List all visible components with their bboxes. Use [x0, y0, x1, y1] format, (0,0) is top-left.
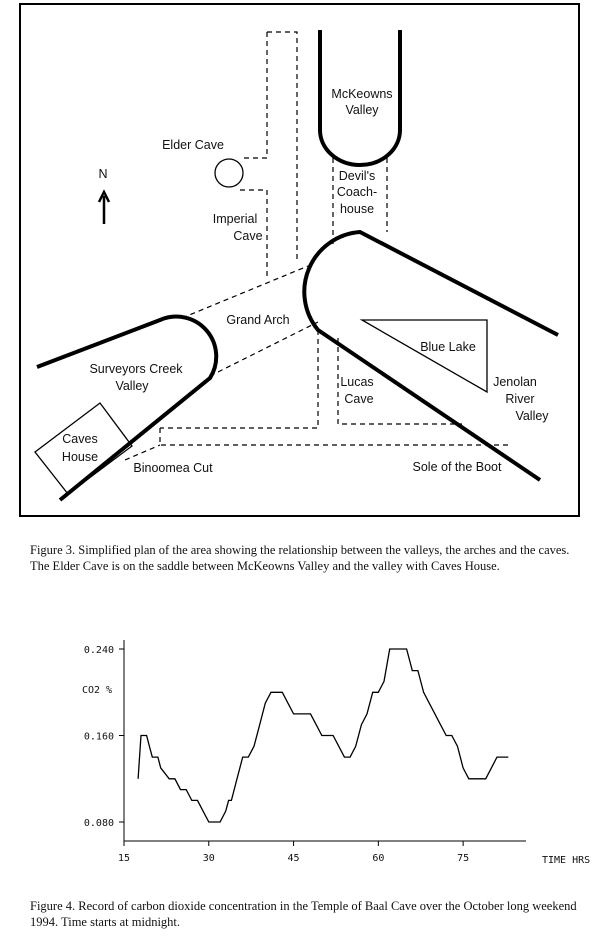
label-caves-house-2: House — [61, 450, 99, 464]
figure-4-caption: Figure 4. Record of carbon dioxide concentration in the Temple of Baal Cave over the October long weekend 1994. Time starts at midnight. — [30, 899, 577, 929]
label-jenolan-3: Valley — [515, 409, 549, 423]
label-surveyors-2: Valley — [115, 379, 149, 393]
label-mckeowns-2: Valley — [345, 103, 379, 117]
label-grand-arch: Grand Arch — [226, 313, 290, 327]
lucas-cave-passage — [160, 330, 462, 428]
blue-lake-shape — [362, 320, 487, 392]
y-tick-label: 0.080 — [83, 818, 114, 829]
label-jenolan-2: River — [505, 392, 535, 406]
y-axis-label: CO2 % — [81, 685, 113, 696]
elder-cave-symbol — [215, 159, 243, 187]
label-elder-cave: Elder Cave — [162, 138, 224, 152]
x-tick-label: 75 — [457, 853, 470, 864]
label-devils-3: house — [339, 202, 375, 216]
label-jenolan-1: Jenolan — [493, 375, 537, 389]
label-devils-2: Coach- — [336, 185, 378, 199]
x-tick-label: 45 — [287, 853, 300, 864]
x-tick-label: 15 — [117, 853, 131, 864]
label-north: N — [98, 167, 108, 181]
figure-3-caption: Figure 3. Simplified plan of the area showing the relationship between the valleys, the arches and the caves. The Elder Cave is on the saddle between McKeowns Valley and the valley with Caves House. — [30, 543, 570, 573]
chart-axes — [81, 640, 526, 864]
label-sole-of-boot: Sole of the Boot — [412, 460, 502, 474]
x-tick-label: 30 — [202, 853, 215, 864]
label-devils-1: Devil's — [338, 169, 376, 183]
chart-series-group — [138, 649, 508, 822]
y-tick-label: 0.240 — [83, 645, 114, 656]
label-lucas-1: Lucas — [340, 375, 374, 389]
x-axis-label: TIME HRS — [542, 855, 591, 866]
binoomea-cut-passage — [125, 428, 510, 460]
label-binoomea-cut: Binoomea Cut — [133, 461, 213, 475]
x-tick-label: 60 — [372, 853, 385, 864]
label-blue-lake: Blue Lake — [420, 340, 476, 354]
north-arrow-icon — [99, 192, 109, 224]
label-mckeowns-1: McKeowns — [331, 87, 393, 101]
co2-line-chart — [0, 620, 600, 890]
label-imperial-1: Imperial — [212, 212, 258, 226]
label-surveyors-1: Surveyors Creek — [89, 362, 183, 376]
jenolan-valley-outline — [304, 232, 558, 480]
y-tick-label: 0.160 — [83, 731, 114, 743]
label-caves-house-1: Caves — [62, 432, 98, 446]
series-line-co2 — [138, 649, 508, 822]
label-lucas-2: Cave — [344, 392, 374, 406]
label-imperial-2: Cave — [233, 229, 263, 243]
